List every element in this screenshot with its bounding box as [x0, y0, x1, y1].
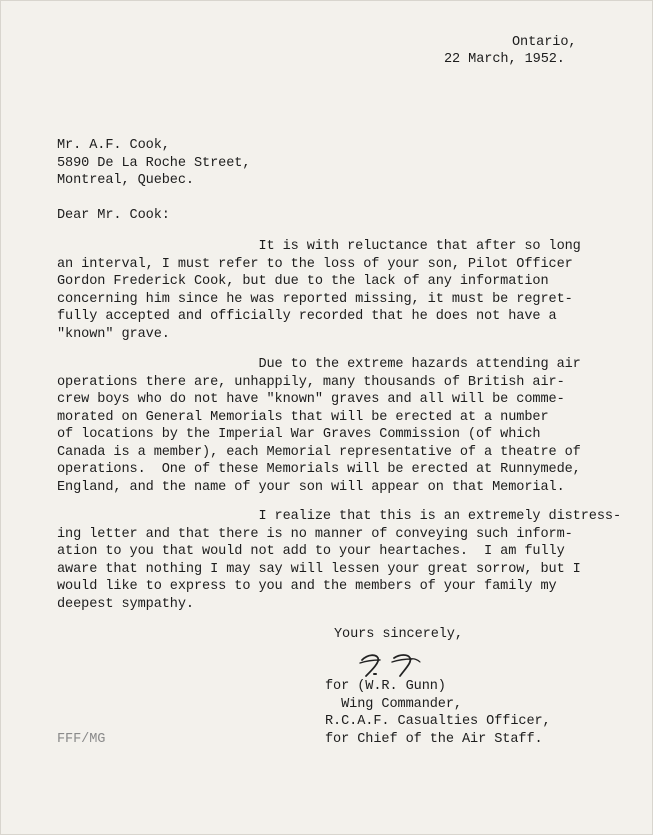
letter-date: 22 March, 1952. — [444, 52, 565, 67]
paragraph-line: deepest sympathy. — [57, 596, 194, 612]
paragraph-line: operations. One of these Memorials will be erected at Runnymede, — [57, 462, 581, 477]
paragraph-line: Gordon Frederick Cook, but due to the lack of any information — [57, 274, 549, 289]
paragraph-line: an interval, I must refer to the loss of your son, Pilot Officer — [57, 256, 573, 272]
signatory-rank: Wing Commander, — [325, 696, 462, 712]
signatory-title: R.C.A.F. Casualties Officer, — [325, 714, 551, 729]
recipient-name: Mr. A.F. Cook, — [57, 138, 170, 153]
paragraph-line: Canada is a member), each Memorial representative of a theatre of — [57, 444, 581, 460]
handwritten-signature — [354, 648, 434, 680]
paragraph-line: concerning him since he was reported missing, it must be regret- — [57, 291, 573, 307]
paragraph-line: morated on General Memorials that will be erected at a number — [57, 409, 549, 425]
salutation: Dear Mr. Cook: — [57, 208, 170, 223]
paragraph-3 — [57, 508, 621, 613]
paragraph-line: ing letter and that there is no manner of conveying such inform- — [57, 526, 573, 542]
paragraph-line: "known" grave. — [57, 326, 170, 342]
letter-place: Ontario, — [512, 35, 577, 50]
recipient-address — [57, 137, 250, 190]
paragraph-line: ation to you that would not add to your heartaches. I am fully — [57, 544, 565, 559]
reference-initials: FFF/MG — [57, 732, 106, 747]
paragraph-line: Due to the extreme hazards attending air — [57, 357, 581, 372]
paragraph-2 — [57, 356, 581, 496]
paragraph-line: operations there are, unhappily, many thousands of British air- — [57, 374, 565, 390]
signatory-office: for Chief of the Air Staff. — [325, 731, 543, 747]
paragraph-line: would like to express to you and the members of your family my — [57, 579, 557, 594]
paragraph-line: I realize that this is an extremely distress- — [57, 509, 622, 524]
closing: Yours sincerely, — [334, 627, 463, 642]
paragraph-line: England, and the name of your son will appear on that Memorial. — [57, 479, 565, 495]
paragraph-line: of locations by the Imperial War Graves Commission (of which — [57, 427, 541, 442]
paragraph-line: fully accepted and officially recorded that he does not have a — [57, 309, 557, 324]
recipient-city: Montreal, Quebec. — [57, 173, 194, 188]
paragraph-line: It is with reluctance that after so long — [57, 239, 581, 254]
paragraph-1 — [57, 238, 581, 343]
signature-block — [325, 678, 551, 748]
signatory-name: for (W.R. Gunn) — [325, 679, 446, 694]
paragraph-line: crew boys who do not have "known" graves and all will be comme- — [57, 392, 565, 407]
recipient-street: 5890 De La Roche Street, — [57, 155, 251, 171]
paragraph-line: aware that nothing I may say will lessen your great sorrow, but I — [57, 561, 581, 577]
